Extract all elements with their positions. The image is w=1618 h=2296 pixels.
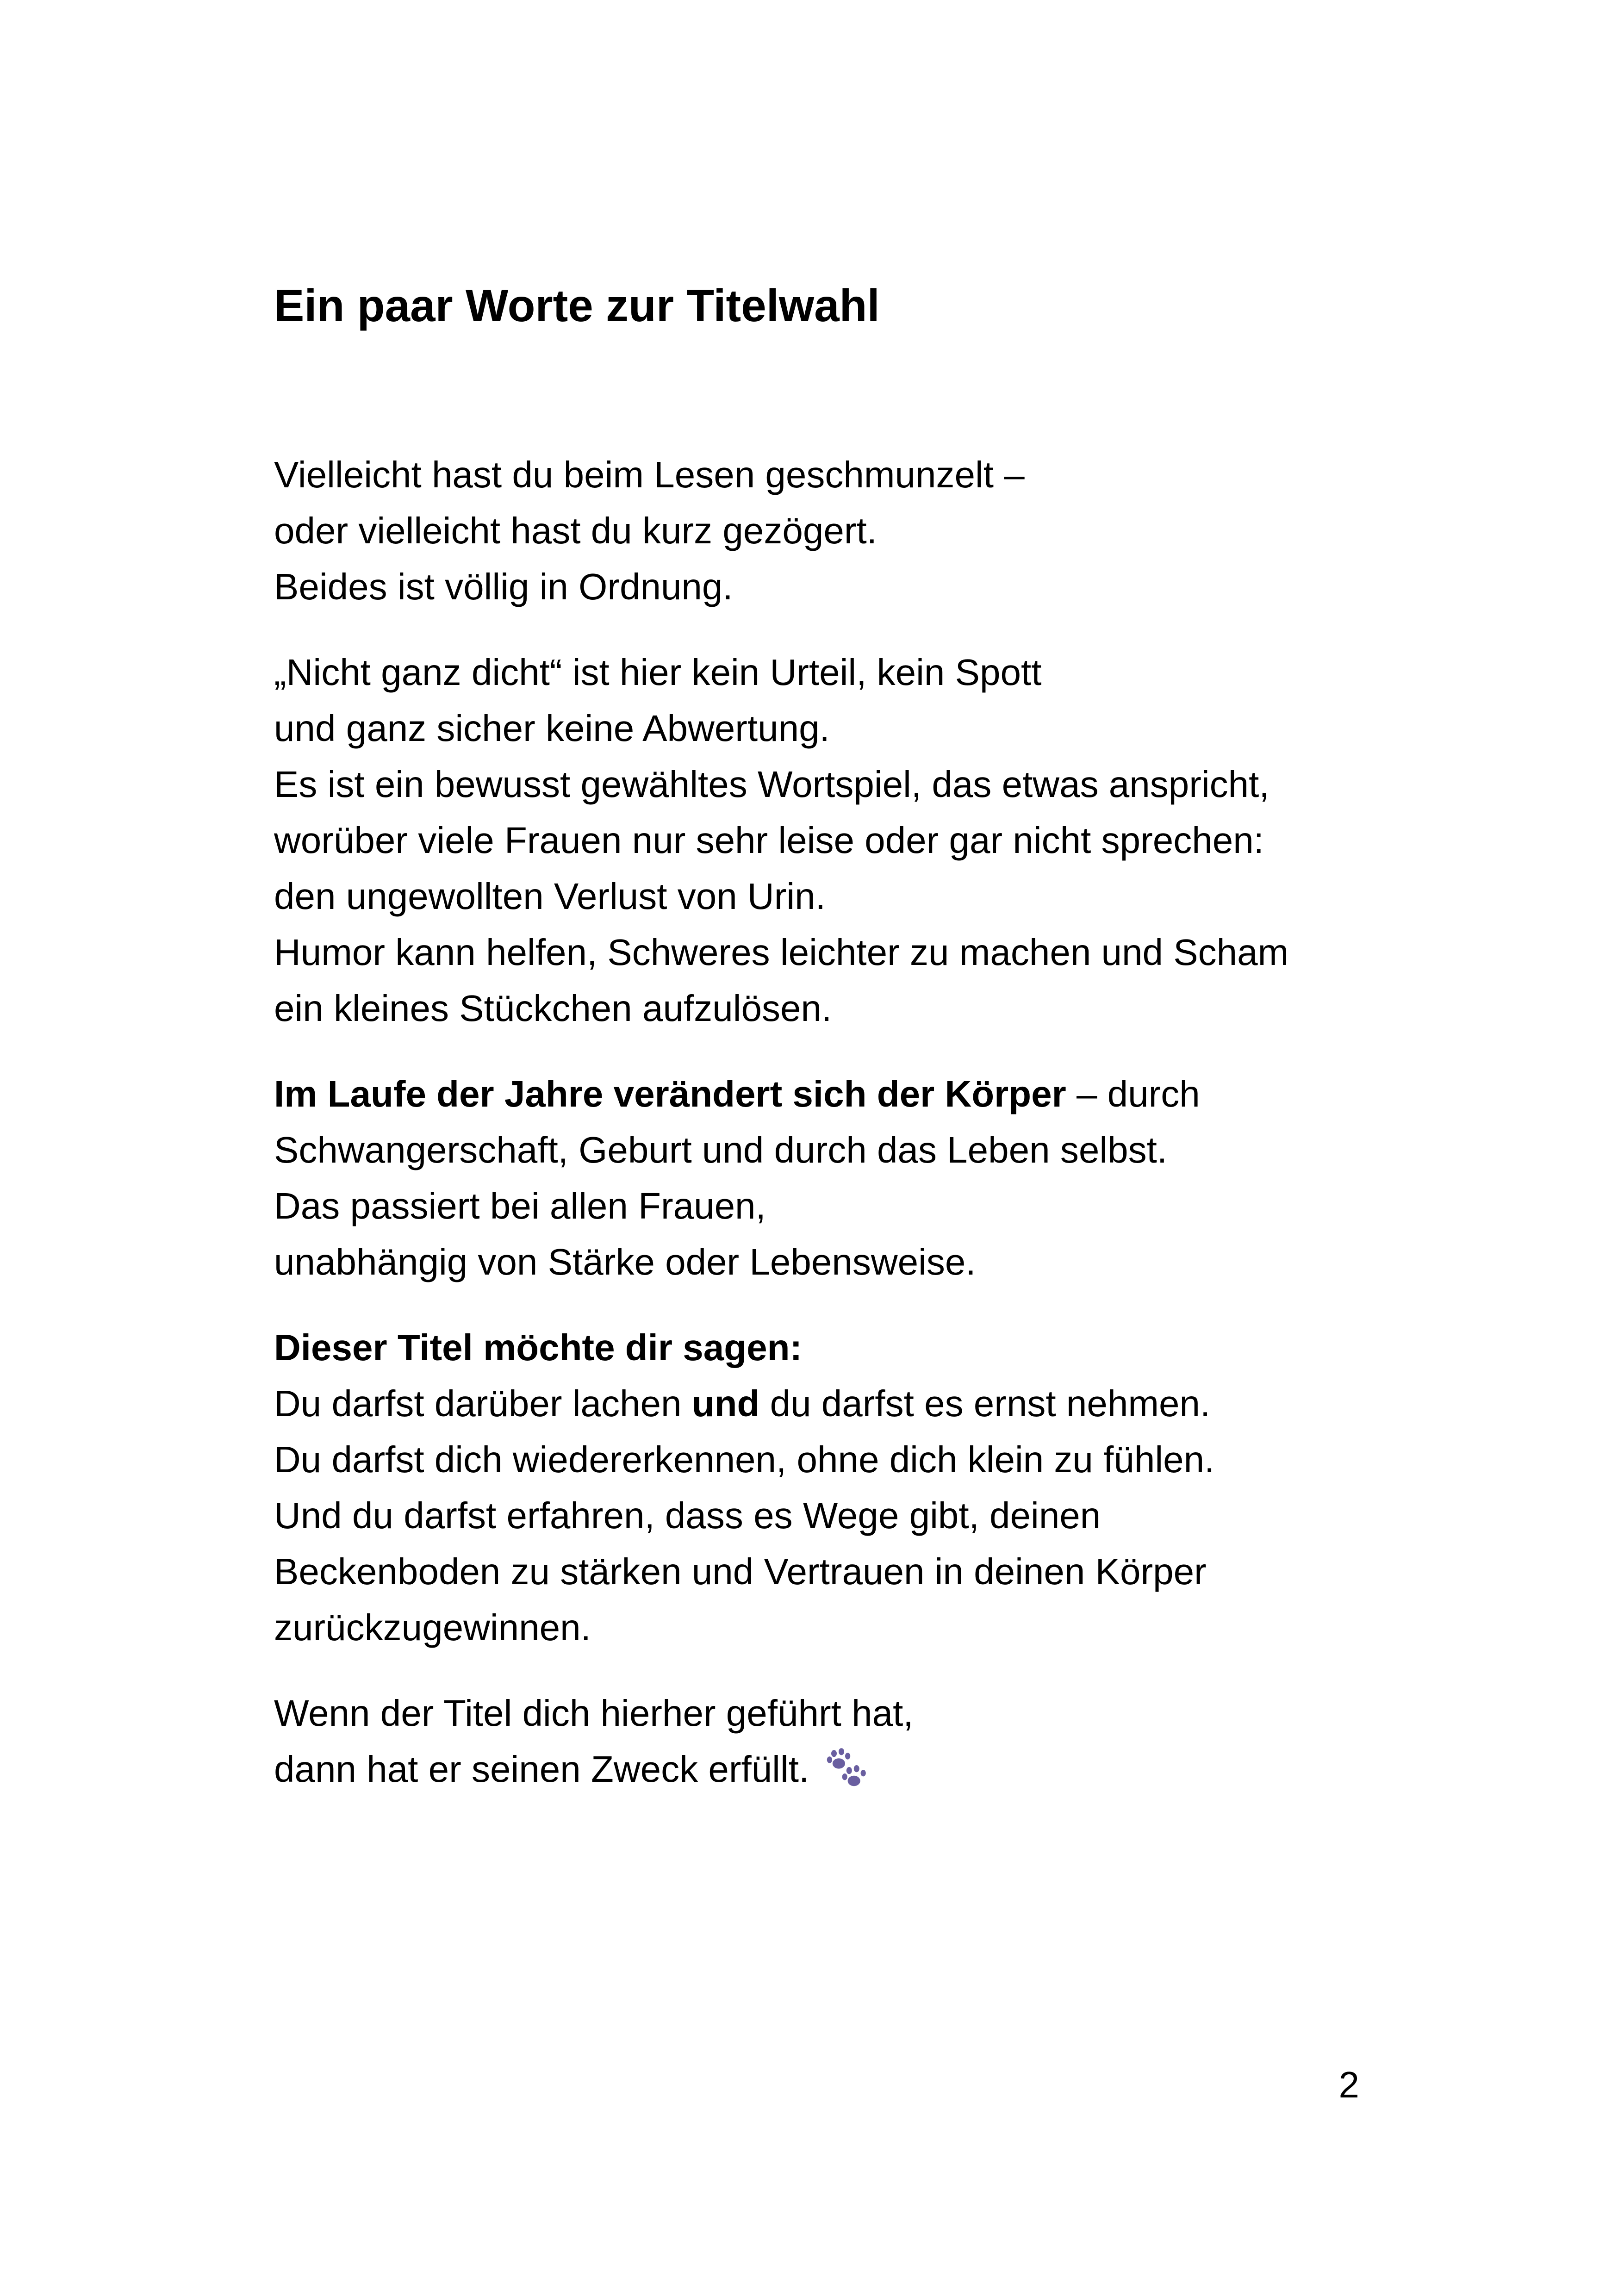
text-line [274, 1741, 1385, 1797]
page-heading: Ein paar Worte zur Titelwahl [274, 280, 880, 331]
line-text: Wenn der Titel dich hierher geführt hat, [274, 1692, 914, 1734]
text-line [274, 700, 1385, 756]
line-text: oder vielleicht hast du kurz gezögert. [274, 510, 877, 551]
text-line [274, 447, 1385, 503]
line-text: Vielleicht hast du beim Lesen geschmunzelt – [274, 454, 1025, 495]
text-line [274, 1375, 1385, 1431]
text-line [274, 924, 1385, 980]
text-line [274, 1487, 1385, 1543]
text-line [274, 1066, 1385, 1122]
body-text [274, 447, 1385, 1827]
text-line [274, 559, 1385, 615]
line-text: Humor kann helfen, Schweres leichter zu machen und Scham [274, 932, 1289, 973]
text-line [274, 980, 1385, 1036]
bold-text: Dieser Titel möchte dir sagen: [274, 1327, 803, 1368]
paragraph [274, 644, 1385, 1036]
line-text: Das passiert bei allen Frauen, [274, 1185, 766, 1226]
text-line [274, 644, 1385, 700]
line-text: worüber viele Frauen nur sehr leise oder gar nicht sprechen: [274, 820, 1264, 861]
line-text: unabhängig von Stärke oder Lebensweise. [274, 1241, 976, 1282]
paragraph [274, 447, 1385, 615]
line-text: Und du darfst erfahren, dass es Wege gibt, deinen [274, 1495, 1101, 1536]
line-text: und ganz sicher keine Abwertung. [274, 708, 830, 749]
text-line [274, 1122, 1385, 1178]
paragraph [274, 1319, 1385, 1655]
line-text: den ungewollten Verlust von Urin. [274, 876, 826, 917]
paw-prints-icon [825, 1748, 869, 1792]
text-line [274, 756, 1385, 812]
text-line [274, 1431, 1385, 1487]
line-text: ein kleines Stückchen aufzulösen. [274, 988, 832, 1029]
line-text: „Nicht ganz dicht“ ist hier kein Urteil, kein Spott [274, 652, 1042, 693]
text-line [274, 1319, 1385, 1375]
text-line [274, 1599, 1385, 1655]
page-number: 2 [1338, 2064, 1359, 2105]
line-text-after: – durch [1066, 1073, 1200, 1114]
paragraph [274, 1685, 1385, 1797]
line-text-after: du darfst es ernst nehmen. [759, 1383, 1211, 1424]
text-line [274, 1685, 1385, 1741]
bold-text: Im Laufe der Jahre verändert sich der Körper [274, 1073, 1066, 1114]
line-text: Es ist ein bewusst gewähltes Wortspiel, das etwas anspricht, [274, 764, 1270, 805]
text-line [274, 503, 1385, 559]
text-line [274, 812, 1385, 868]
text-line [274, 1234, 1385, 1290]
bold-text: und [691, 1383, 760, 1424]
line-text-before: Du darfst darüber lachen [274, 1383, 692, 1424]
line-text: Beckenboden zu stärken und Vertrauen in deinen Körper [274, 1551, 1207, 1592]
line-text: dann hat er seinen Zweck erfüllt. [274, 1748, 809, 1790]
line-text: Schwangerschaft, Geburt und durch das Leben selbst. [274, 1129, 1168, 1170]
line-text: Beides ist völlig in Ordnung. [274, 566, 733, 607]
text-line [274, 1178, 1385, 1234]
line-text: zurückzugewinnen. [274, 1607, 591, 1648]
text-line [274, 868, 1385, 924]
line-text: Du darfst dich wiedererkennen, ohne dich klein zu fühlen. [274, 1439, 1215, 1480]
text-line [274, 1543, 1385, 1599]
paragraph [274, 1066, 1385, 1290]
